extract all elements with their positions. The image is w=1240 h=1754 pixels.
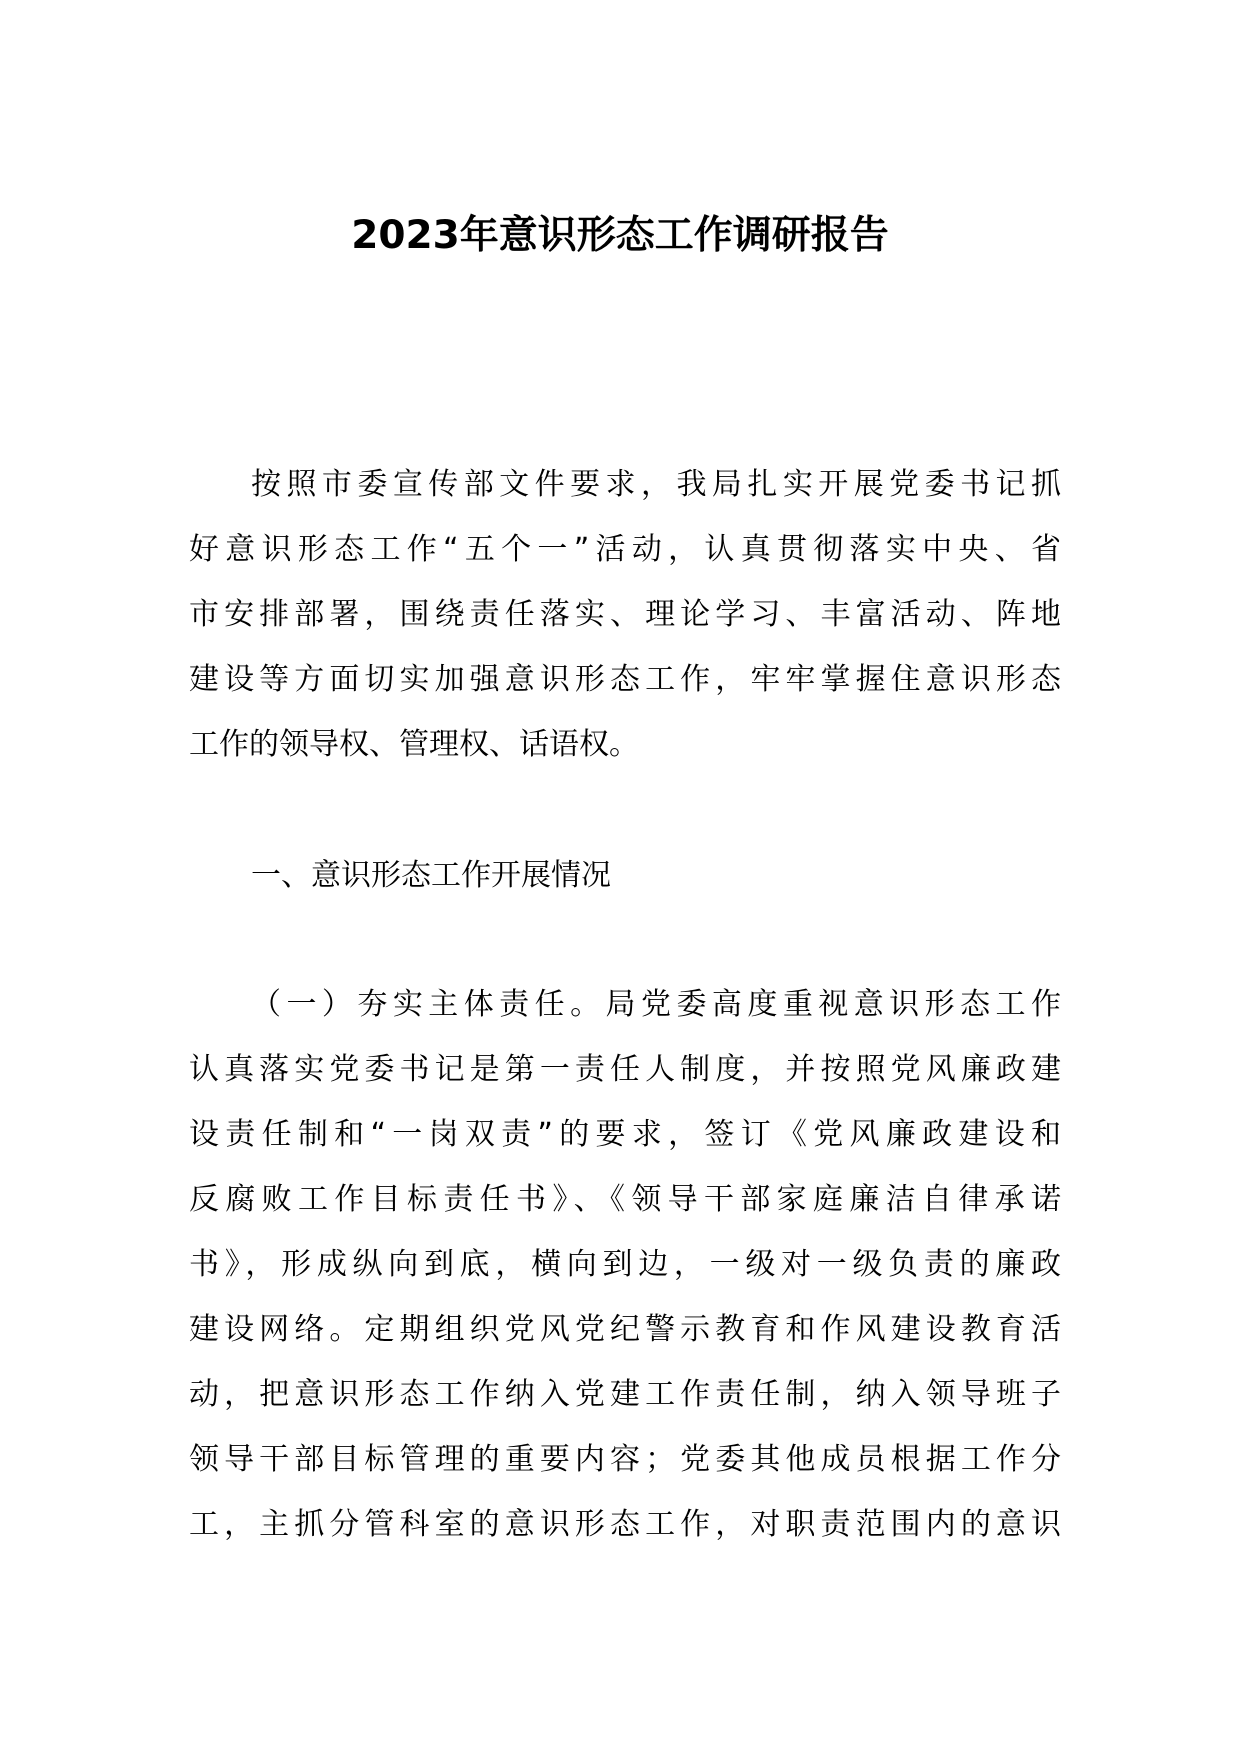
document-title: 2023年意识形态工作调研报告	[351, 213, 889, 258]
section-heading	[189, 843, 1061, 908]
paragraph-line: 反腐败工作目标责任书》、《领导干部家庭廉洁自律承诺	[189, 1182, 1061, 1217]
paragraph-line: 书》，形成纵向到底，横向到边，一级对一级负责的廉政	[189, 1247, 1061, 1282]
paragraph-line: 市安排部署，围绕责任落实、理论学习、丰富活动、阵地	[189, 597, 1061, 632]
paragraph-line: 动，把意识形态工作纳入党建工作责任制，纳入领导班子	[189, 1377, 1061, 1412]
section-heading-text: 一、意识形态工作开展情况	[251, 858, 611, 893]
paragraph-line: 工作的领导权、管理权、话语权。	[189, 727, 639, 762]
paragraph-line: 建设网络。定期组织党风党纪警示教育和作风建设教育活	[189, 1312, 1061, 1347]
paragraph-line: 领导干部目标管理的重要内容；党委其他成员根据工作分	[189, 1442, 1061, 1477]
paragraph-line: （一）夯实主体责任。局党委高度重视意识形态工作	[251, 987, 1061, 1022]
paragraph-line: 设责任制和“一岗双责”的要求，签订《党风廉政建设和	[189, 1117, 1061, 1152]
paragraph-line: 按照市委宣传部文件要求，我局扎实开展党委书记抓	[251, 467, 1061, 502]
paragraph-line: 工，主抓分管科室的意识形态工作，对职责范围内的意识	[189, 1507, 1061, 1542]
paragraph-line: 认真落实党委书记是第一责任人制度，并按照党风廉政建	[189, 1052, 1061, 1087]
paragraph-line: 好意识形态工作“五个一”活动，认真贯彻落实中央、省	[189, 532, 1061, 567]
intro-paragraph	[189, 452, 1061, 777]
paragraph-line: 建设等方面切实加强意识形态工作，牢牢掌握住意识形态	[189, 662, 1061, 697]
section1-paragraph	[189, 972, 1061, 1557]
